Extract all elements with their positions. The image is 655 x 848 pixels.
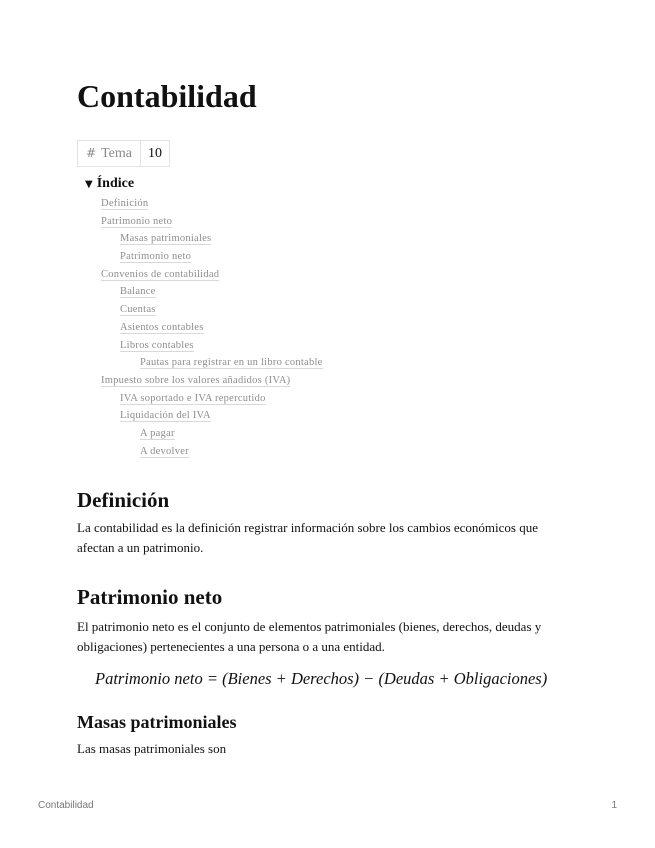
toc-link[interactable]: Patrimonio neto [120, 251, 192, 263]
toc-item [85, 248, 565, 266]
toc-list [85, 195, 565, 460]
toc-item [85, 372, 565, 390]
toc-item [85, 230, 565, 248]
toc-link[interactable]: Patrimonio neto [101, 215, 173, 227]
heading-definicion: Definición [77, 488, 170, 512]
toc-item [85, 354, 565, 372]
heading-patrimonio-neto: Patrimonio neto [77, 585, 223, 609]
property-tema [77, 140, 170, 167]
toc-link[interactable]: Liquidación del IVA [120, 410, 211, 422]
paragraph-definicion: La contabilidad es la definición registrar información sobre los cambios económicos que afectan a un patrimonio. [77, 520, 538, 555]
toc-link[interactable]: Definición [101, 198, 149, 209]
toc-item [85, 443, 565, 461]
number-property-icon: # [86, 146, 97, 160]
page-number: 1 [611, 800, 617, 811]
toc-item [85, 283, 565, 301]
toc-link[interactable]: Convenios de contabilidad [101, 268, 220, 280]
paragraph-patrimonio-neto: El patrimonio neto es el conjunto de elementos patrimoniales (bienes, derechos, deudas y obligaciones) pertenecientes a una persona o a una entidad. [77, 619, 542, 654]
toc-link[interactable]: Balance [120, 286, 156, 298]
paragraph-masas-patrimoniales: Las masas patrimoniales son [77, 741, 227, 756]
toc-item [85, 301, 565, 319]
disclosure-triangle-icon: ▼ [85, 179, 93, 190]
toc-item [85, 213, 565, 231]
toc-link[interactable]: Impuesto sobre los valores añadidos (IVA) [101, 374, 291, 386]
toc-link[interactable]: IVA soportado e IVA repercutido [120, 392, 266, 404]
toc-item [85, 425, 565, 443]
table-of-contents [85, 176, 565, 460]
toc-link[interactable]: Cuentas [120, 304, 156, 316]
heading-masas-patrimoniales: Masas patrimoniales [77, 712, 237, 732]
footer-title: Contabilidad [38, 800, 94, 811]
toc-item [85, 407, 565, 425]
toc-link[interactable]: Masas patrimoniales [120, 233, 212, 245]
toc-item [85, 266, 565, 284]
toc-link[interactable]: A pagar [140, 427, 175, 439]
page-title: Contabilidad [77, 78, 257, 114]
toc-link[interactable]: Asientos contables [120, 321, 204, 333]
toc-link[interactable]: Pautas para registrar en un libro contable [140, 357, 323, 369]
toc-link[interactable]: Libros contables [120, 339, 194, 351]
toc-item [85, 390, 565, 408]
toc-summary-label: Índice [96, 176, 135, 191]
toc-item [85, 337, 565, 355]
toc-item [85, 319, 565, 337]
property-key-label: Tema [101, 146, 132, 161]
property-value: 10 [147, 146, 162, 161]
toc-link[interactable]: A devolver [140, 445, 189, 457]
toc-toggle[interactable] [85, 176, 565, 193]
property-key [78, 141, 141, 166]
formula-patrimonio-neto: Patrimonio neto = (Bienes + Derechos) − (Deudas + Obligaciones) [95, 669, 548, 688]
toc-item [85, 195, 565, 213]
